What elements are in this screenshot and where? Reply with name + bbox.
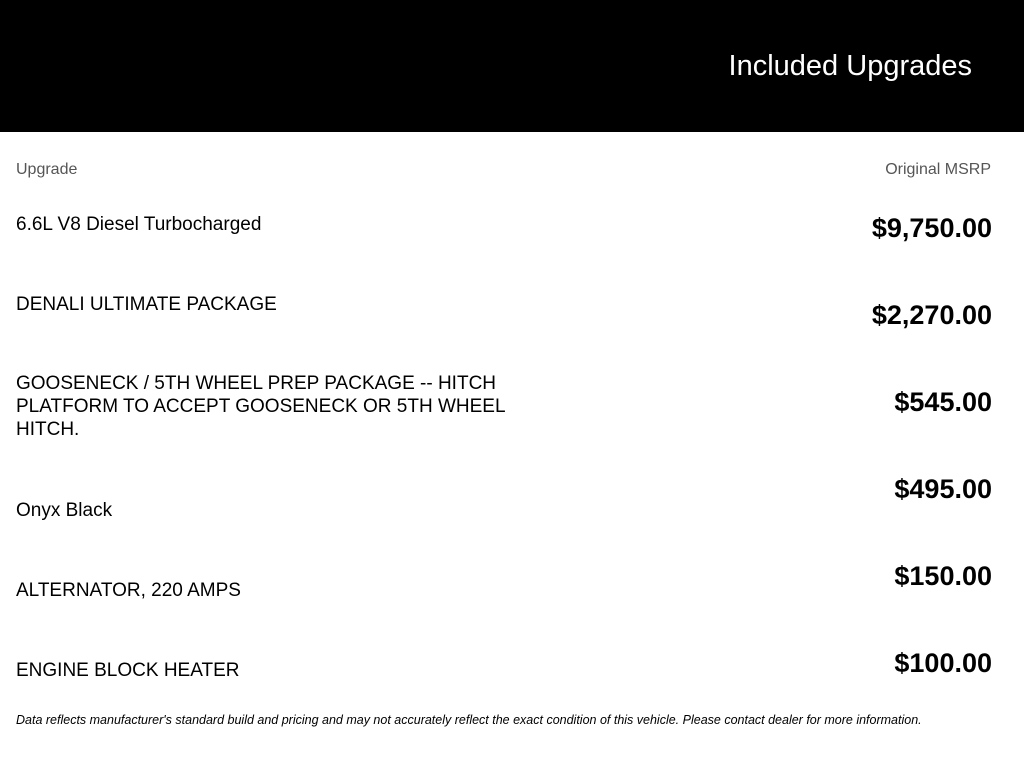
upgrade-price: $2,270.00 [871,300,992,330]
upgrade-name: ENGINE BLOCK HEATER [16,660,240,681]
upgrade-name: 6.6L V8 Diesel Turbocharged [16,214,262,235]
upgrade-price: $100.00 [894,648,992,678]
page-title: Included Upgrades [728,50,972,82]
upgrade-name: DENALI ULTIMATE PACKAGE [16,294,277,315]
upgrade-name: GOOSENECK / 5TH WHEEL PREP PACKAGE -- HITCH PLATFORM TO ACCEPT GOOSENECK OR 5TH WHEEL HITCH. [16,373,505,440]
column-header-upgrade: Upgrade [16,161,78,178]
disclaimer-text: Data reflects manufacturer's standard build and pricing and may not accurately reflect the exact condition of this vehicle. Please contact dealer for more information. [16,713,922,727]
header-bar [0,0,1024,132]
upgrade-price: $150.00 [894,561,992,591]
upgrade-price: $495.00 [894,474,992,504]
upgrade-name: Onyx Black [16,500,113,521]
upgrade-name: ALTERNATOR, 220 AMPS [16,580,241,601]
upgrade-price: $9,750.00 [871,213,992,243]
upgrade-price: $545.00 [894,387,992,417]
column-header-msrp: Original MSRP [885,161,991,178]
